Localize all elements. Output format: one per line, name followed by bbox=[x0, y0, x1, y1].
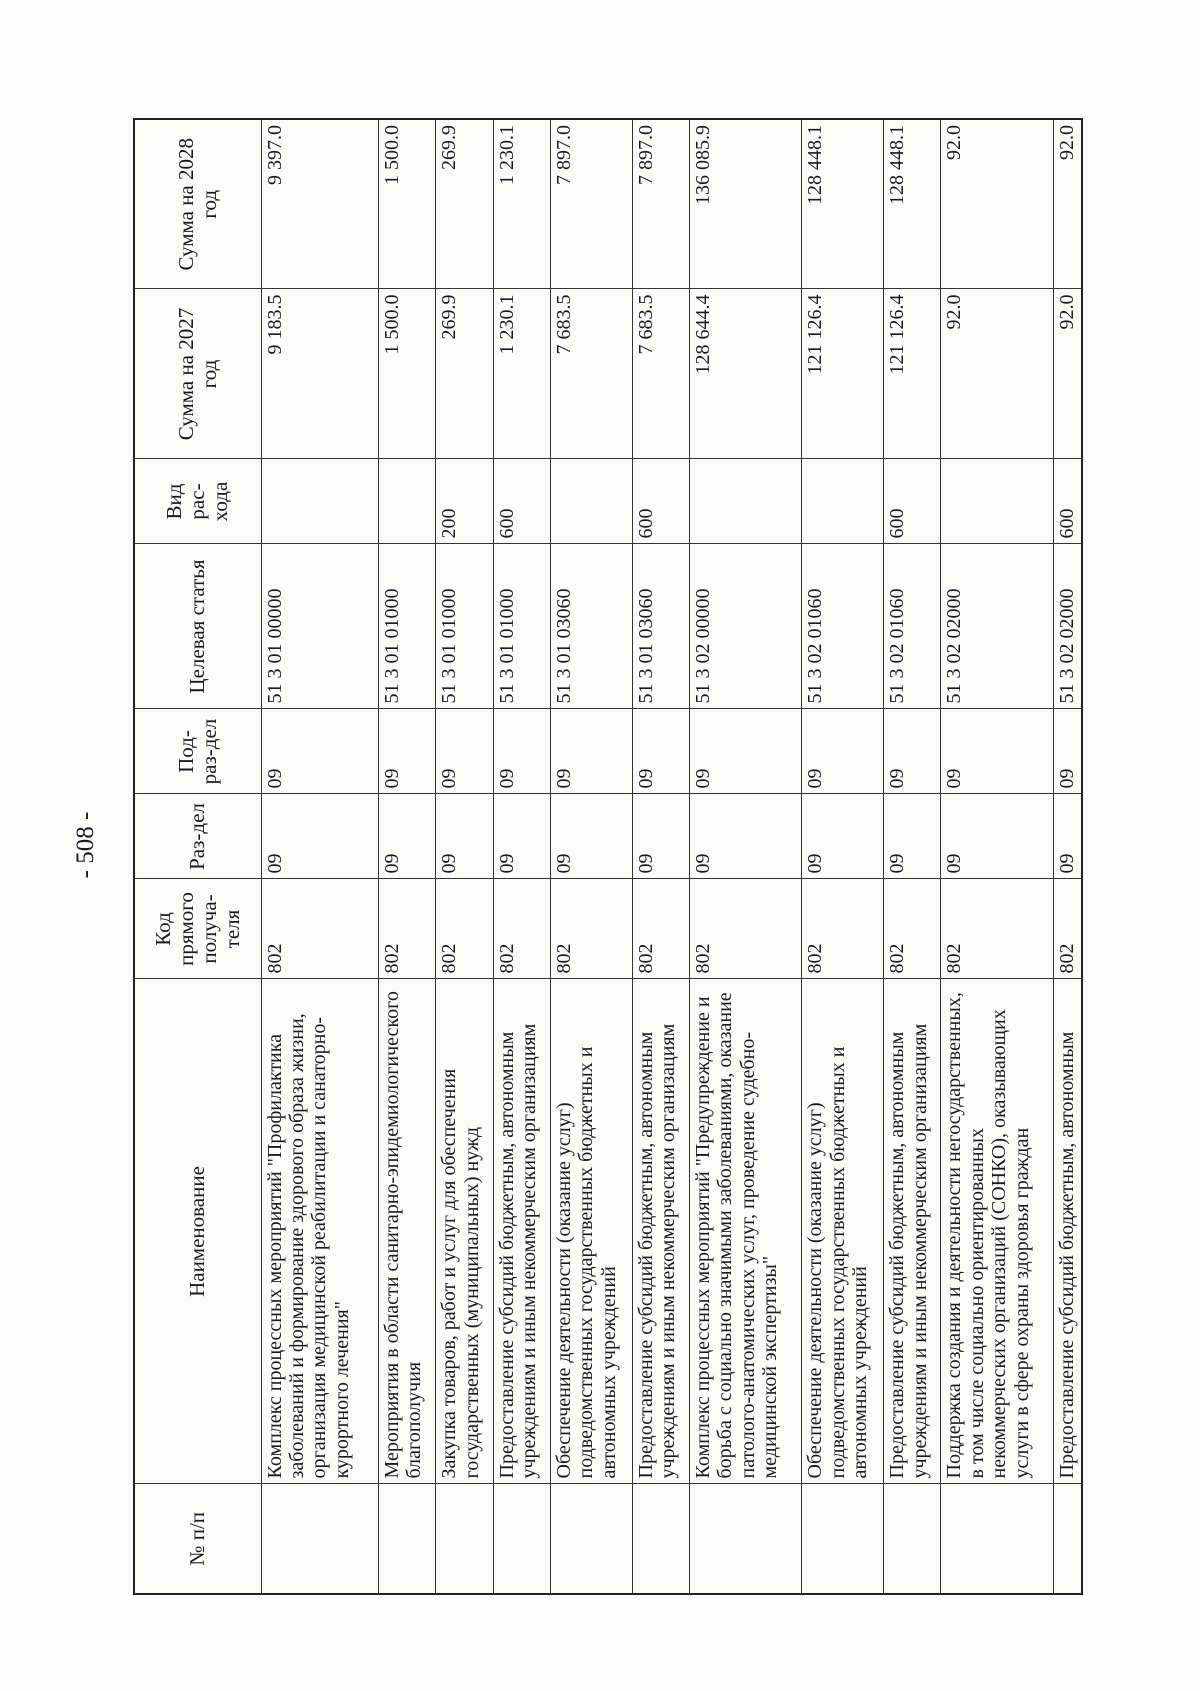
row-sum-2028-cell: 136 085.9 bbox=[689, 119, 801, 289]
row-section-cell: 09 bbox=[436, 794, 493, 879]
row-target-article-cell: 51 3 01 03060 bbox=[632, 544, 689, 709]
row-expense-type-cell bbox=[941, 459, 1053, 544]
row-sum-2027-cell: 128 644.4 bbox=[689, 289, 801, 459]
row-name-cell: Закупка товаров, работ и услуг для обеспечения государственных (муниципальных) нужд bbox=[436, 979, 493, 1484]
row-expense-type-cell: 200 bbox=[436, 459, 493, 544]
header-recipient-code: Код прямого получа-теля bbox=[134, 879, 261, 979]
table-row bbox=[941, 119, 1053, 1594]
rotated-table-wrapper bbox=[133, 120, 1083, 1595]
table-row bbox=[884, 119, 941, 1594]
row-expense-type-cell bbox=[802, 459, 884, 544]
row-number-cell bbox=[802, 1484, 884, 1594]
row-section-cell: 09 bbox=[802, 794, 884, 879]
row-sum-2028-cell: 92.0 bbox=[941, 119, 1053, 289]
row-recipient-code-cell: 802 bbox=[689, 879, 801, 979]
row-target-article-cell: 51 3 02 01060 bbox=[802, 544, 884, 709]
row-sum-2027-cell: 121 126.4 bbox=[884, 289, 941, 459]
row-name-cell: Предоставление субсидий бюджетным, автономным bbox=[1053, 979, 1082, 1484]
row-number-cell bbox=[941, 1484, 1053, 1594]
row-name-cell: Поддержка создания и деятельности негосударственных, в том числе социально ориентированных некоммерческих организаций (СОНКО), оказывающих услуги в сфере охраны здоровья граждан bbox=[941, 979, 1053, 1484]
table-row bbox=[261, 119, 379, 1594]
row-section-cell: 09 bbox=[379, 794, 436, 879]
row-number-cell bbox=[550, 1484, 632, 1594]
row-number-cell bbox=[1053, 1484, 1082, 1594]
row-subsection-cell: 09 bbox=[436, 709, 493, 794]
row-recipient-code-cell: 802 bbox=[493, 879, 550, 979]
row-recipient-code-cell: 802 bbox=[941, 879, 1053, 979]
row-subsection-cell: 09 bbox=[379, 709, 436, 794]
table-row bbox=[689, 119, 801, 1594]
row-subsection-cell: 09 bbox=[941, 709, 1053, 794]
row-sum-2028-cell: 269.9 bbox=[436, 119, 493, 289]
table-row bbox=[493, 119, 550, 1594]
row-expense-type-cell bbox=[379, 459, 436, 544]
row-number-cell bbox=[493, 1484, 550, 1594]
row-expense-type-cell: 600 bbox=[1053, 459, 1082, 544]
row-expense-type-cell: 600 bbox=[493, 459, 550, 544]
row-expense-type-cell bbox=[689, 459, 801, 544]
row-subsection-cell: 09 bbox=[550, 709, 632, 794]
row-recipient-code-cell: 802 bbox=[261, 879, 379, 979]
budget-table bbox=[133, 118, 1083, 1595]
page-number: - 508 - bbox=[72, 811, 99, 879]
row-sum-2028-cell: 128 448.1 bbox=[802, 119, 884, 289]
row-target-article-cell: 51 3 02 02000 bbox=[941, 544, 1053, 709]
row-recipient-code-cell: 802 bbox=[379, 879, 436, 979]
row-section-cell: 09 bbox=[632, 794, 689, 879]
row-sum-2028-cell: 9 397.0 bbox=[261, 119, 379, 289]
table-row bbox=[802, 119, 884, 1594]
row-section-cell: 09 bbox=[689, 794, 801, 879]
row-subsection-cell: 09 bbox=[689, 709, 801, 794]
header-target-article: Целевая статья bbox=[134, 544, 261, 709]
row-name-cell: Обеспечение деятельности (оказание услуг) подведомственных государственных бюджетных и автономных учреждений bbox=[550, 979, 632, 1484]
row-sum-2027-cell: 1 500.0 bbox=[379, 289, 436, 459]
header-sum-2027: Сумма на 2027 год bbox=[134, 289, 261, 459]
row-sum-2028-cell: 7 897.0 bbox=[632, 119, 689, 289]
row-subsection-cell: 09 bbox=[261, 709, 379, 794]
table-row bbox=[550, 119, 632, 1594]
row-sum-2027-cell: 7 683.5 bbox=[550, 289, 632, 459]
table-row bbox=[436, 119, 493, 1594]
row-expense-type-cell bbox=[261, 459, 379, 544]
row-section-cell: 09 bbox=[493, 794, 550, 879]
row-subsection-cell: 09 bbox=[493, 709, 550, 794]
row-sum-2028-cell: 128 448.1 bbox=[884, 119, 941, 289]
row-number-cell bbox=[436, 1484, 493, 1594]
row-subsection-cell: 09 bbox=[1053, 709, 1082, 794]
row-target-article-cell: 51 3 01 01000 bbox=[379, 544, 436, 709]
row-number-cell bbox=[261, 1484, 379, 1594]
table-body bbox=[261, 119, 1082, 1594]
row-recipient-code-cell: 802 bbox=[436, 879, 493, 979]
row-number-cell bbox=[379, 1484, 436, 1594]
row-sum-2027-cell: 92.0 bbox=[1053, 289, 1082, 459]
row-expense-type-cell bbox=[550, 459, 632, 544]
row-name-cell: Предоставление субсидий бюджетным, автономным учреждениям и иным некоммерческим организациям bbox=[884, 979, 941, 1484]
row-section-cell: 09 bbox=[550, 794, 632, 879]
row-expense-type-cell: 600 bbox=[884, 459, 941, 544]
row-target-article-cell: 51 3 01 03060 bbox=[550, 544, 632, 709]
row-sum-2028-cell: 7 897.0 bbox=[550, 119, 632, 289]
header-expense-type: Вид рас-хода bbox=[134, 459, 261, 544]
row-target-article-cell: 51 3 01 01000 bbox=[436, 544, 493, 709]
row-name-cell: Предоставление субсидий бюджетным, автономным учреждениям и иным некоммерческим организациям bbox=[493, 979, 550, 1484]
row-sum-2027-cell: 121 126.4 bbox=[802, 289, 884, 459]
row-target-article-cell: 51 3 01 00000 bbox=[261, 544, 379, 709]
row-name-cell: Комплекс процессных мероприятий "Предупреждение и борьба с социально значимыми заболеваниями, оказание патолого-анатомических услуг, проведение судебно-медицинской экспертизы" bbox=[689, 979, 801, 1484]
table-row bbox=[632, 119, 689, 1594]
row-recipient-code-cell: 802 bbox=[884, 879, 941, 979]
header-no: № п/п bbox=[134, 1484, 261, 1594]
row-name-cell: Обеспечение деятельности (оказание услуг) подведомственных государственных бюджетных и автономных учреждений bbox=[802, 979, 884, 1484]
row-expense-type-cell: 600 bbox=[632, 459, 689, 544]
row-sum-2028-cell: 92.0 bbox=[1053, 119, 1082, 289]
row-section-cell: 09 bbox=[261, 794, 379, 879]
row-name-cell: Мероприятия в области санитарно-эпидемиологического благополучия bbox=[379, 979, 436, 1484]
row-subsection-cell: 09 bbox=[632, 709, 689, 794]
header-subsection: Под-раз-дел bbox=[134, 709, 261, 794]
row-section-cell: 09 bbox=[941, 794, 1053, 879]
row-sum-2027-cell: 9 183.5 bbox=[261, 289, 379, 459]
row-number-cell bbox=[884, 1484, 941, 1594]
row-subsection-cell: 09 bbox=[884, 709, 941, 794]
table-header-row bbox=[134, 119, 261, 1594]
row-sum-2028-cell: 1 500.0 bbox=[379, 119, 436, 289]
row-name-cell: Предоставление субсидий бюджетным, автономным учреждениям и иным некоммерческим организациям bbox=[632, 979, 689, 1484]
row-target-article-cell: 51 3 02 01060 bbox=[884, 544, 941, 709]
row-number-cell bbox=[689, 1484, 801, 1594]
row-target-article-cell: 51 3 01 01000 bbox=[493, 544, 550, 709]
row-target-article-cell: 51 3 02 02000 bbox=[1053, 544, 1082, 709]
row-subsection-cell: 09 bbox=[802, 709, 884, 794]
row-sum-2028-cell: 1 230.1 bbox=[493, 119, 550, 289]
row-name-cell: Комплекс процессных мероприятий "Профилактика заболеваний и формирование здорового образа жизни, организация медицинской реабилитации и санаторно-курортного лечения" bbox=[261, 979, 379, 1484]
row-recipient-code-cell: 802 bbox=[1053, 879, 1082, 979]
header-sum-2028: Сумма на 2028 год bbox=[134, 119, 261, 289]
row-sum-2027-cell: 7 683.5 bbox=[632, 289, 689, 459]
row-number-cell bbox=[632, 1484, 689, 1594]
header-name: Наименование bbox=[134, 979, 261, 1484]
header-section: Раз-дел bbox=[134, 794, 261, 879]
row-recipient-code-cell: 802 bbox=[802, 879, 884, 979]
row-sum-2027-cell: 1 230.1 bbox=[493, 289, 550, 459]
row-target-article-cell: 51 3 02 00000 bbox=[689, 544, 801, 709]
row-section-cell: 09 bbox=[884, 794, 941, 879]
table-row bbox=[379, 119, 436, 1594]
row-sum-2027-cell: 269.9 bbox=[436, 289, 493, 459]
row-recipient-code-cell: 802 bbox=[632, 879, 689, 979]
table-row bbox=[1053, 119, 1082, 1594]
row-section-cell: 09 bbox=[1053, 794, 1082, 879]
row-recipient-code-cell: 802 bbox=[550, 879, 632, 979]
row-sum-2027-cell: 92.0 bbox=[941, 289, 1053, 459]
